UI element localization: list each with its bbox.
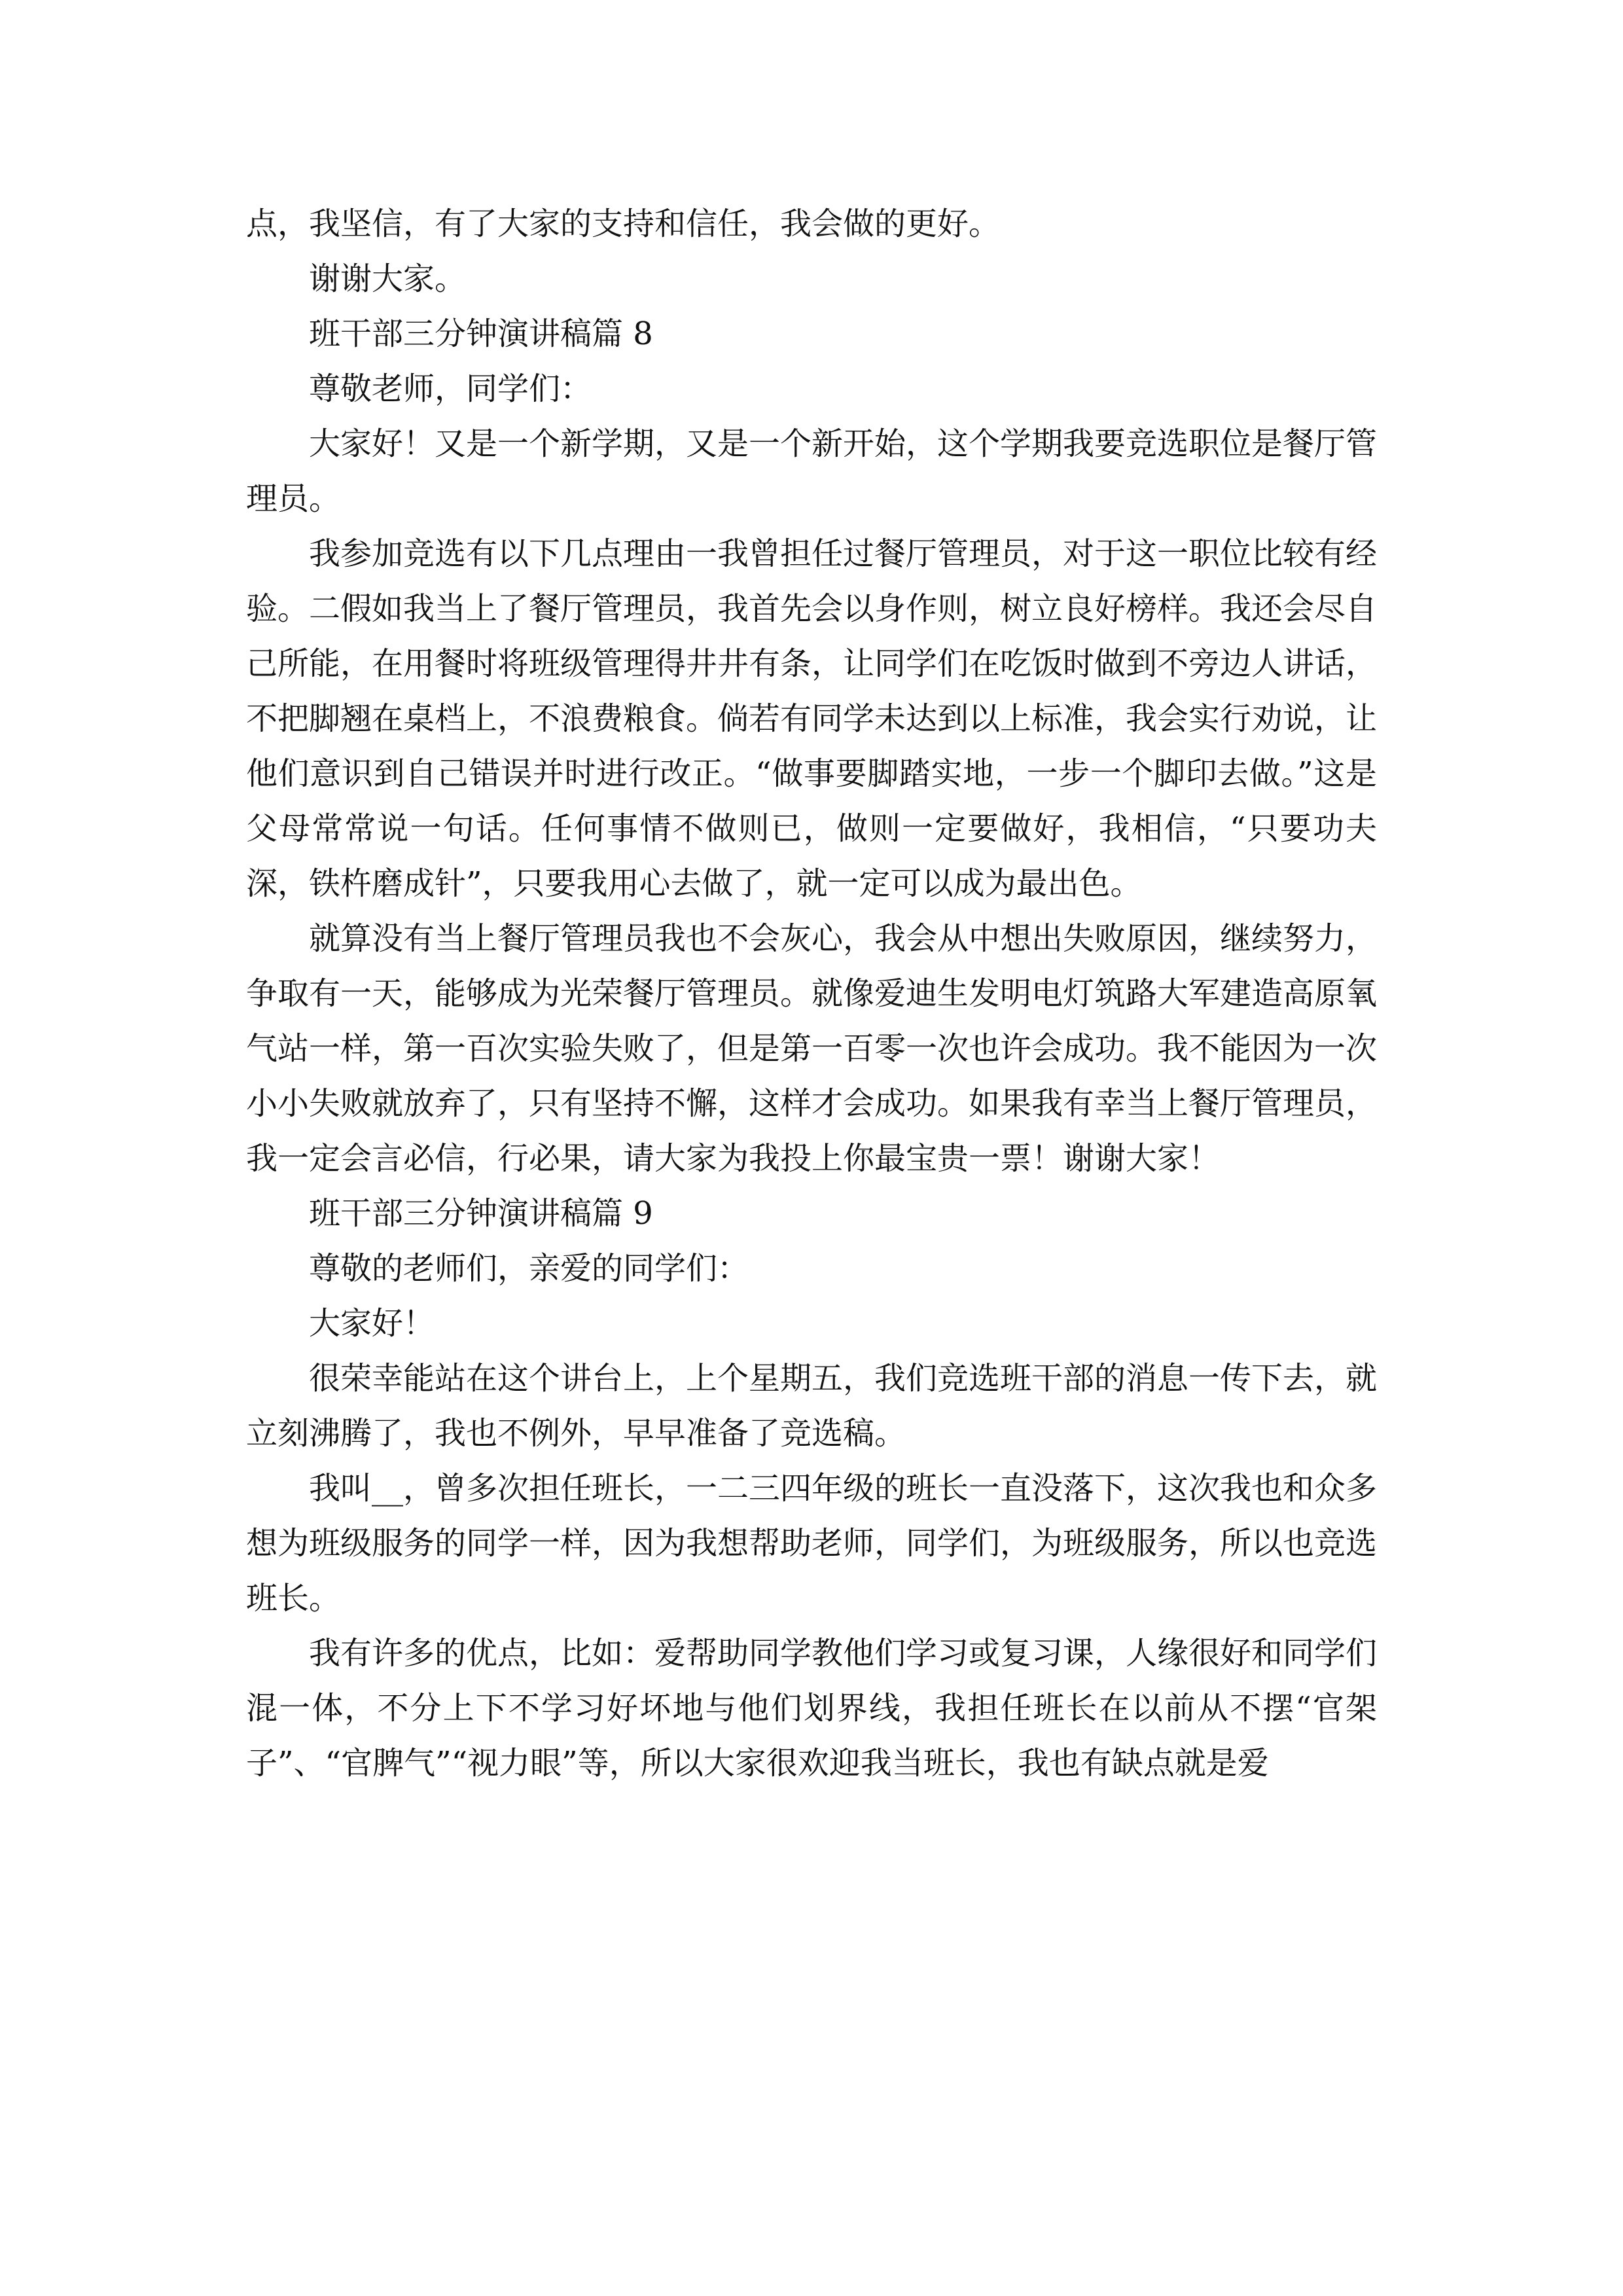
paragraph-continuation: 点，我坚信，有了大家的支持和信任，我会做的更好。 — [246, 206, 1001, 242]
paragraph-salutation-9: 尊敬的老师们，亲爱的同学们： — [309, 1250, 749, 1287]
paragraph-salutation-8: 尊敬老师，同学们： — [309, 370, 592, 407]
paragraph-greeting-8: 大家好！又是一个新学期，又是一个新开始，这个学期我要竞选职位是餐厅管理员。 — [246, 425, 1378, 517]
paragraph-persistence: 就算没有当上餐厅管理员我也不会灰心，我会从中想出失败原因，继续努力，争取有一天，能够成为光荣餐厅管理员。就像爱迪生发明电灯筑路大军建造高原氧气站一样，第一百次实验失败了，但是第一百零一次也许会成功。我不能因为一次小小失败就放弃了，只有坚持不懈，这样才会成功。如果我有幸当上餐厅管理员，我一定会言必信，行必果，请大家为我投上你最宝贵一票！谢谢大家！ — [246, 920, 1378, 1177]
paragraph-thanks: 谢谢大家。 — [309, 260, 467, 297]
section-heading-9: 班干部三分钟演讲稿篇 9 — [309, 1195, 653, 1232]
paragraph-reasons: 我参加竞选有以下几点理由一我曾担任过餐厅管理员，对于这一职位比较有经验。二假如我当上了餐厅管理员，我首先会以身作则，树立良好榜样。我还会尽自己所能，在用餐时将班级管理得井井有条，让同学们在吃饭时做到不旁边人讲话，不把脚翘在桌档上，不浪费粮食。倘若有同学未达到以上标准，我会实行劝说，让他们意识到自己错误并时进行改正。“做事要脚踏实地，一步一个脚印去做。”这是父母常常说一句话。任何事情不做则已，做则一定要做好，我相信，“只要功夫深，铁杵磨成针”，只要我用心去做了，就一定可以成为最出色。 — [246, 535, 1378, 902]
paragraph-introduction: 我叫__，曾多次担任班长，一二三四年级的班长一直没落下，这次我也和众多想为班级服务的同学一样，因为我想帮助老师，同学们，为班级服务，所以也竞选班长。 — [246, 1470, 1378, 1617]
section-heading-8: 班干部三分钟演讲稿篇 8 — [309, 315, 653, 352]
paragraph-honored: 很荣幸能站在这个讲台上，上个星期五，我们竞选班干部的消息一传下去，就立刻沸腾了，我也不例外，早早准备了竞选稿。 — [246, 1360, 1378, 1452]
paragraph-strengths: 我有许多的优点，比如：爱帮助同学教他们学习或复习课，人缘很好和同学们混一体，不分上下不学习好坏地与他们划界线，我担任班长在以前从不摆“官架子”、“官脾气”“视力眼”等，所以大家很欢迎我当班长，我也有缺点就是爱 — [246, 1635, 1378, 1782]
paragraph-hello-9: 大家好！ — [309, 1305, 435, 1342]
document-body — [246, 196, 1377, 1791]
